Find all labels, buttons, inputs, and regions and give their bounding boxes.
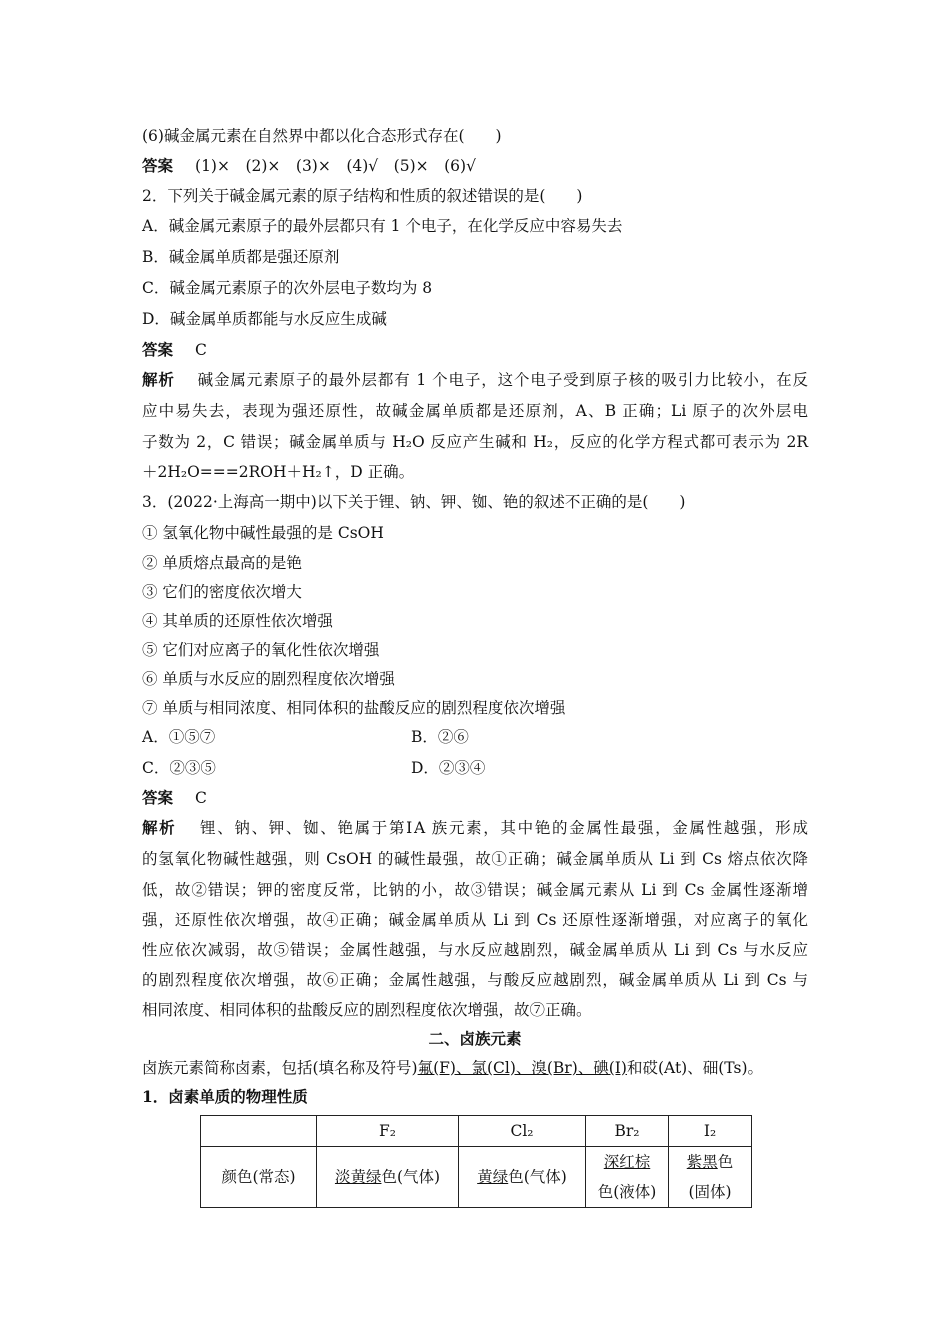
question-3-item-2: ② 单质熔点最高的是铯 <box>142 554 302 572</box>
subheading: 1．卤素单质的物理性质 <box>142 1087 308 1106</box>
table-header-br2: Br₂ <box>586 1116 669 1147</box>
question-3-item-7: ⑦ 单质与相同浓度、相同体积的盐酸反应的剧烈程度依次增强 <box>142 699 566 717</box>
cell-br2: 深红棕 色(液体) <box>586 1147 669 1208</box>
explanation-3-line-7: 相同浓度、相同体积的盐酸反应的剧烈程度依次增强，故⑦正确。 <box>142 1001 592 1019</box>
question-2-option-d: D．碱金属单质都能与水反应生成碱 <box>142 310 387 328</box>
table-header-i2: I₂ <box>669 1116 752 1147</box>
answer-label: 答案 <box>142 788 174 807</box>
explanation-3-line-1: 解析 锂、钠、钾、铷、铯属于第ⅠA 族元素，其中铯的金属性最强，金属性越强，形成 <box>142 818 808 837</box>
cell-f2: 淡黄绿色(气体) <box>317 1147 459 1208</box>
row-label: 颜色(常态) <box>201 1147 317 1208</box>
question-3-item-1: ① 氢氧化物中碱性最强的是 CsOH <box>142 524 384 542</box>
explanation-3-line-4: 强，还原性依次增强，故④正确；碱金属单质从 Li 到 Cs 还原性逐渐增强，对应离子的氧化 <box>142 911 808 929</box>
question-3-option-a: A．①⑤⑦ <box>142 728 216 746</box>
table-header-f2: F₂ <box>317 1116 459 1147</box>
explanation-3-line-6: 的剧烈程度依次增强，故⑥正确；金属性越强，与酸反应越剧烈，碱金属单质从 Li 到 Cs 与 <box>142 971 808 989</box>
table-header-empty <box>201 1116 317 1147</box>
table-row <box>201 1147 752 1208</box>
explanation-2-line-3: 子数为 2，C 错误；碱金属单质与 H₂O 反应产生碱和 H₂，反应的化学方程式都可表示为 2R <box>142 433 808 451</box>
table-header-row <box>201 1116 752 1147</box>
cell-i2: 紫黑色 (固体) <box>669 1147 752 1208</box>
answer-text: (1)× (2)× (3)× (4)√ (5)× (6)√ <box>195 157 476 175</box>
explanation-3-line-3: 低，故②错误；钾的密度反常，比钠的小，故③错误；碱金属元素从 Li 到 Cs 金属性逐渐增 <box>142 881 808 899</box>
question-3-stem: 3．(2022·上海高一期中)以下关于锂、钠、钾、铷、铯的叙述不正确的是( ) <box>142 493 686 511</box>
question-1-item-6: (6)碱金属元素在自然界中都以化合态形式存在( ) <box>142 127 502 145</box>
question-2-option-c: C．碱金属元素原子的次外层电子数均为 8 <box>142 279 433 297</box>
question-3-option-d: D．②③④ <box>411 759 486 777</box>
question-3-item-4: ④ 其单质的还原性依次增强 <box>142 612 333 630</box>
explanation-2-line-2: 应中易失去，表现为强还原性，故碱金属单质都是还原剂，A、B 正确；Li 原子的次外层电 <box>142 402 808 420</box>
explanation-3-line-2: 的氢氧化物碱性越强，则 CsOH 的碱性最强，故①正确；碱金属单质从 Li 到 Cs 熔点依次降 <box>142 850 808 868</box>
answer-3 <box>142 788 207 808</box>
question-3-item-6: ⑥ 单质与水反应的剧烈程度依次增强 <box>142 670 395 688</box>
explanation-2-line-4: ＋2H₂O===2ROH＋H₂↑，D 正确。 <box>142 463 415 481</box>
explanation-label: 解析 <box>142 370 175 389</box>
explanation-2-line-1: 解析 碱金属元素原子的最外层都有 1 个电子，这个电子受到原子核的吸引力比较小，在反 <box>142 370 808 389</box>
answer-2 <box>142 340 207 360</box>
answer-label: 答案 <box>142 340 174 359</box>
answer-label: 答案 <box>142 156 174 175</box>
intro-paragraph: 卤族元素简称卤素，包括(填名称及符号)氟(F)、氯(Cl)、溴(Br)、碘(I)和砹(At)、鿬(Ts)。 <box>142 1059 763 1077</box>
explanation-label: 解析 <box>142 818 177 837</box>
section-title: 二、卤族元素 <box>428 1029 522 1048</box>
halogen-properties-table <box>200 1115 752 1208</box>
answer-text: C <box>195 341 207 359</box>
answer-1 <box>142 156 476 176</box>
explanation-3-line-5: 性应依次减弱，故⑤错误；金属性越强，与水反应越剧烈，碱金属单质从 Li 到 Cs 与水反应 <box>142 941 808 959</box>
question-3-item-5: ⑤ 它们对应离子的氧化性依次增强 <box>142 641 380 659</box>
question-2-option-a: A．碱金属元素原子的最外层都只有 1 个电子，在化学反应中容易失去 <box>142 217 623 235</box>
question-2-option-b: B．碱金属单质都是强还原剂 <box>142 248 340 266</box>
question-3-item-3: ③ 它们的密度依次增大 <box>142 583 302 601</box>
question-3-option-b: B．②⑥ <box>411 728 469 746</box>
halogen-list: 氟(F)、氯(Cl)、溴(Br)、碘(I) <box>417 1059 627 1077</box>
table-header-cl2: Cl₂ <box>459 1116 586 1147</box>
question-3-option-c: C．②③⑤ <box>142 759 216 777</box>
answer-text: C <box>195 789 207 807</box>
cell-cl2: 黄绿色(气体) <box>459 1147 586 1208</box>
question-2-stem: 2．下列关于碱金属元素的原子结构和性质的叙述错误的是( ) <box>142 187 583 205</box>
